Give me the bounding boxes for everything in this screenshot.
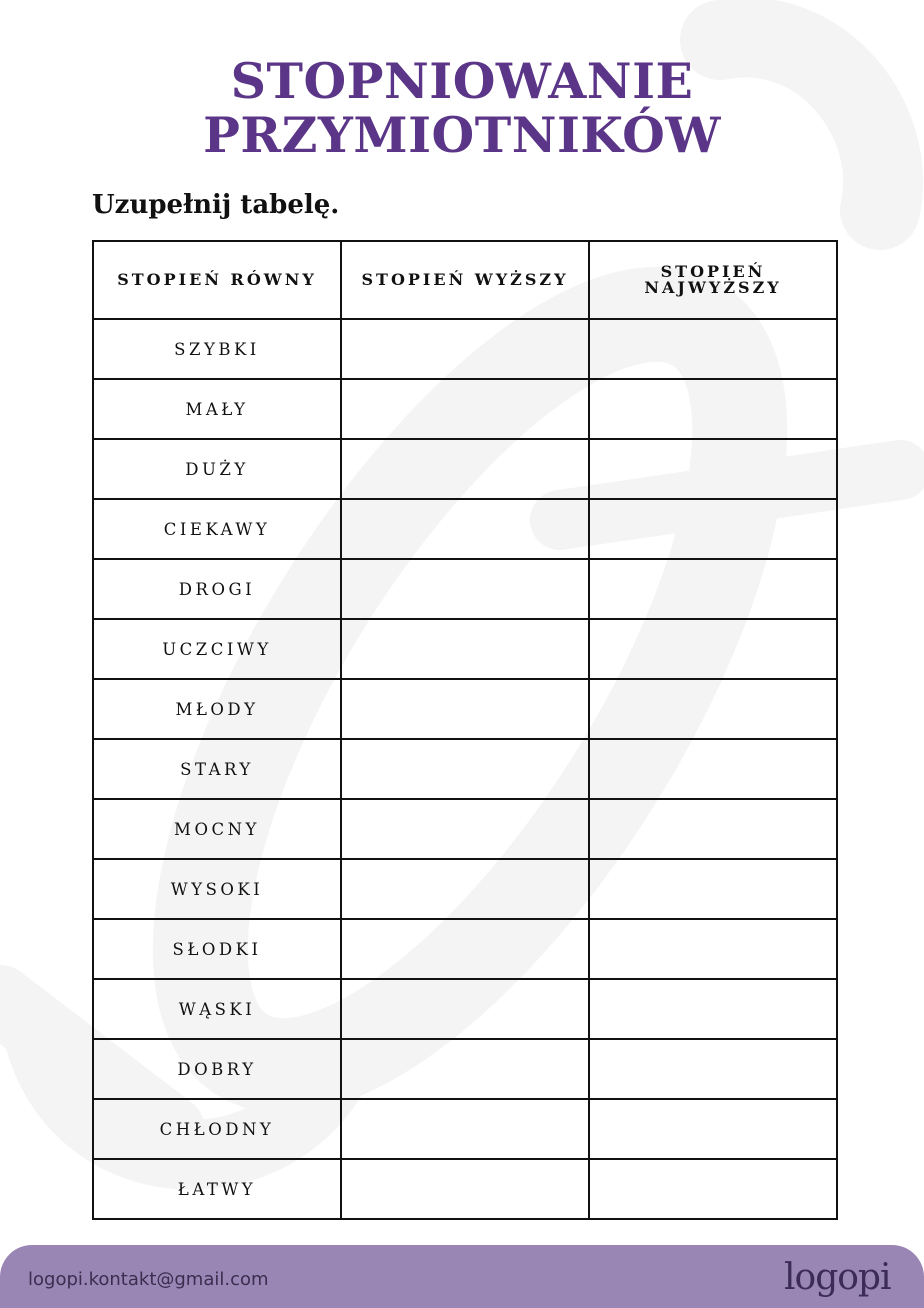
superlative-answer-cell[interactable] bbox=[589, 619, 837, 679]
comparative-answer-cell[interactable] bbox=[341, 859, 589, 919]
comparative-answer-cell[interactable] bbox=[341, 1099, 589, 1159]
adjective-cell: MŁODY bbox=[93, 679, 341, 739]
table-row bbox=[93, 679, 837, 739]
footer-bar bbox=[0, 1245, 924, 1308]
adjective-cell: WYSOKI bbox=[93, 859, 341, 919]
adjective-cell: CHŁODNY bbox=[93, 1099, 341, 1159]
table-row bbox=[93, 319, 837, 379]
table-row bbox=[93, 379, 837, 439]
table-row bbox=[93, 739, 837, 799]
adjective-cell: WĄSKI bbox=[93, 979, 341, 1039]
superlative-answer-cell[interactable] bbox=[589, 799, 837, 859]
contact-email[interactable]: logopi.kontakt@gmail.com bbox=[28, 1269, 269, 1290]
superlative-answer-cell[interactable] bbox=[589, 499, 837, 559]
adjective-cell: SŁODKI bbox=[93, 919, 341, 979]
comparative-answer-cell[interactable] bbox=[341, 1039, 589, 1099]
superlative-answer-cell[interactable] bbox=[589, 439, 837, 499]
title-line-1: STOPNIOWANIE bbox=[230, 52, 694, 110]
table-row bbox=[93, 799, 837, 859]
header-superlative-line-1: STOPIEŃ bbox=[660, 262, 766, 281]
adjective-cell: MOCNY bbox=[93, 799, 341, 859]
table-row bbox=[93, 559, 837, 619]
table-row bbox=[93, 1039, 837, 1099]
adjective-cell: DROGI bbox=[93, 559, 341, 619]
superlative-answer-cell[interactable] bbox=[589, 739, 837, 799]
comparative-answer-cell[interactable] bbox=[341, 799, 589, 859]
svg-text:logopi: logopi bbox=[784, 1257, 891, 1298]
comparative-answer-cell[interactable] bbox=[341, 559, 589, 619]
table-row bbox=[93, 859, 837, 919]
comparative-answer-cell[interactable] bbox=[341, 379, 589, 439]
table-header-row bbox=[93, 241, 837, 319]
table-row bbox=[93, 919, 837, 979]
adjective-cell: SZYBKI bbox=[93, 319, 341, 379]
comparative-answer-cell[interactable] bbox=[341, 1159, 589, 1219]
superlative-answer-cell[interactable] bbox=[589, 1159, 837, 1219]
instruction-text: Uzupełnij tabelę. bbox=[92, 190, 340, 220]
superlative-answer-cell[interactable] bbox=[589, 859, 837, 919]
header-positive-degree: STOPIEŃ RÓWNY bbox=[93, 241, 341, 319]
comparative-answer-cell[interactable] bbox=[341, 319, 589, 379]
header-superlative-line-2: NAJWYŻSZY bbox=[644, 278, 782, 297]
comparative-answer-cell[interactable] bbox=[341, 919, 589, 979]
superlative-answer-cell[interactable] bbox=[589, 1039, 837, 1099]
adjective-cell: CIEKAWY bbox=[93, 499, 341, 559]
superlative-answer-cell[interactable] bbox=[589, 979, 837, 1039]
superlative-answer-cell[interactable] bbox=[589, 559, 837, 619]
adjective-cell: DOBRY bbox=[93, 1039, 341, 1099]
superlative-answer-cell[interactable] bbox=[589, 919, 837, 979]
adjective-cell: DUŻY bbox=[93, 439, 341, 499]
header-superlative-degree bbox=[589, 241, 837, 319]
comparison-table bbox=[92, 240, 838, 1220]
comparative-answer-cell[interactable] bbox=[341, 499, 589, 559]
table-row bbox=[93, 499, 837, 559]
superlative-answer-cell[interactable] bbox=[589, 379, 837, 439]
superlative-answer-cell[interactable] bbox=[589, 1099, 837, 1159]
adjective-cell: ŁATWY bbox=[93, 1159, 341, 1219]
comparative-answer-cell[interactable] bbox=[341, 739, 589, 799]
adjective-cell: MAŁY bbox=[93, 379, 341, 439]
comparative-answer-cell[interactable] bbox=[341, 679, 589, 739]
superlative-answer-cell[interactable] bbox=[589, 319, 837, 379]
logopi-logo bbox=[782, 1255, 902, 1305]
comparative-answer-cell[interactable] bbox=[341, 439, 589, 499]
header-comparative-degree: STOPIEŃ WYŻSZY bbox=[341, 241, 589, 319]
table-row bbox=[93, 979, 837, 1039]
title-line-2: PRZYMIOTNIKÓW bbox=[203, 106, 721, 164]
worksheet-title bbox=[0, 54, 924, 162]
table-row bbox=[93, 1159, 837, 1219]
table-row bbox=[93, 1099, 837, 1159]
superlative-answer-cell[interactable] bbox=[589, 679, 837, 739]
comparative-answer-cell[interactable] bbox=[341, 619, 589, 679]
adjective-cell: STARY bbox=[93, 739, 341, 799]
adjective-cell: UCZCIWY bbox=[93, 619, 341, 679]
comparative-answer-cell[interactable] bbox=[341, 979, 589, 1039]
table-row bbox=[93, 439, 837, 499]
table-row bbox=[93, 619, 837, 679]
